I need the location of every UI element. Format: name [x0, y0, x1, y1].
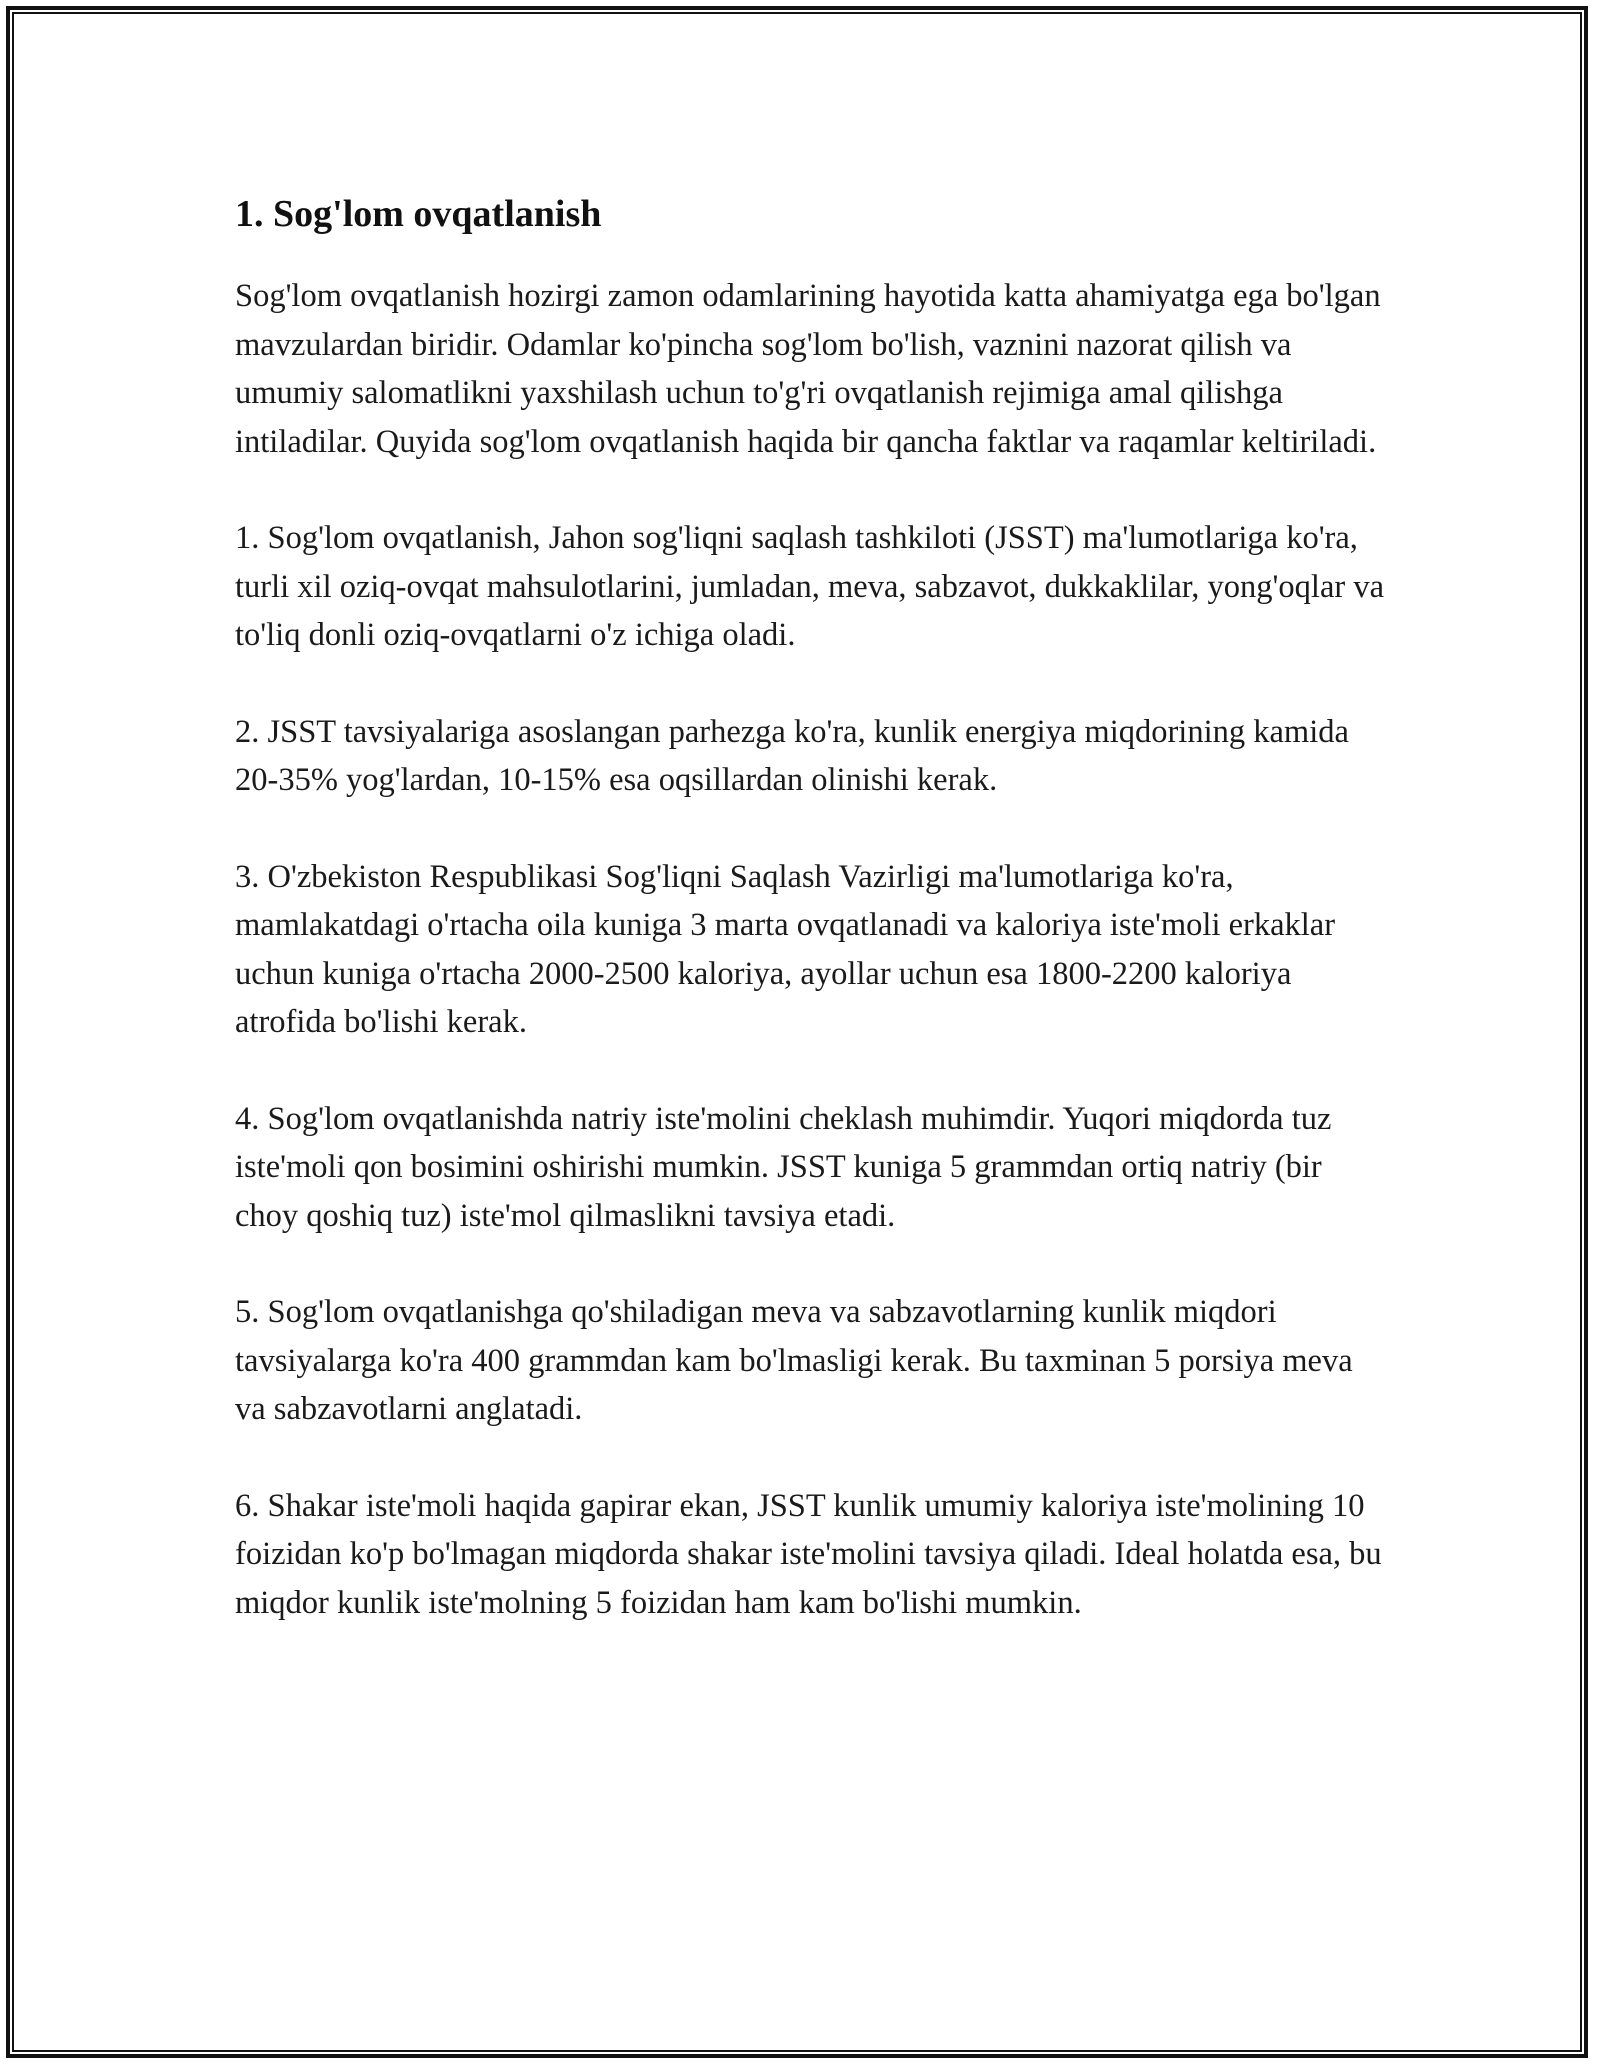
intro-paragraph: Sog'lom ovqatlanish hozirgi zamon odamlarining hayotida katta ahamiyatga ega bo'lgan mavzulardan biridir. Odamlar ko'pincha sog'lom bo'lish, vaznini nazorat qilish va umumiy salomatlikni yaxshilash uchun to'g'ri ovqatlanish rejimiga amal qilishga intiladilar. Quyida sog'lom ovqatlanish haqida bir qancha faktlar va raqamlar keltiriladi.: [235, 278, 1381, 460]
fact-paragraph-1: 1. Sog'lom ovqatlanish, Jahon sog'liqni saqlash tashkiloti (JSST) ma'lumotlariga ko'ra, turli xil oziq-ovqat mahsulotlarini, jumladan, meva, sabzavot, dukkaklilar, yong'oqlar va to'liq donli oziq-ovqatlarni o'z ichiga oladi.: [235, 520, 1384, 653]
document-title: 1. Sog'lom ovqatlanish: [235, 193, 602, 235]
fact-paragraph-5: 5. Sog'lom ovqatlanishga qo'shiladigan meva va sabzavotlarning kunlik miqdori tavsiyalarga ko'ra 400 grammdan kam bo'lmasligi kerak. Bu taxminan 5 porsiya meva va sabzavotlarni anglatadi.: [235, 1294, 1353, 1427]
fact-paragraph-6: 6. Shakar iste'moli haqida gapirar ekan, JSST kunlik umumiy kaloriya iste'molining 10 foizidan ko'p bo'lmagan miqdorda shakar iste'molini tavsiya qiladi. Ideal holatda esa, bu miqdor kunlik iste'molning 5 foizidan ham kam bo'lishi mumkin.: [235, 1487, 1382, 1621]
document-body: [235, 186, 1385, 1675]
fact-paragraph-3: 3. O'zbekiston Respublikasi Sog'liqni Saqlash Vazirligi ma'lumotlariga ko'ra, mamlakatdagi o'rtacha oila kuniga 3 marta ovqatlanadi va kaloriya iste'moli erkaklar uchun kuniga o'rtacha 2000-2500 kaloriya, ayollar uchun esa 1800-2200 kaloriya atrofida bo'lishi kerak.: [235, 858, 1336, 1040]
fact-paragraph-4: 4. Sog'lom ovqatlanishda natriy iste'molini cheklash muhimdir. Yuqori miqdorda tuz iste'moli qon bosimini oshirishi mumkin. JSST kuniga 5 grammdan ortiq natriy (bir choy qoshiq tuz) iste'mol qilmaslikni tavsiya etadi.: [235, 1100, 1332, 1234]
fact-paragraph-2: 2. JSST tavsiyalariga asoslangan parhezga ko'ra, kunlik energiya miqdorining kamida 20-35% yog'lardan, 10-15% esa oqsillardan olinishi kerak.: [235, 713, 1349, 798]
